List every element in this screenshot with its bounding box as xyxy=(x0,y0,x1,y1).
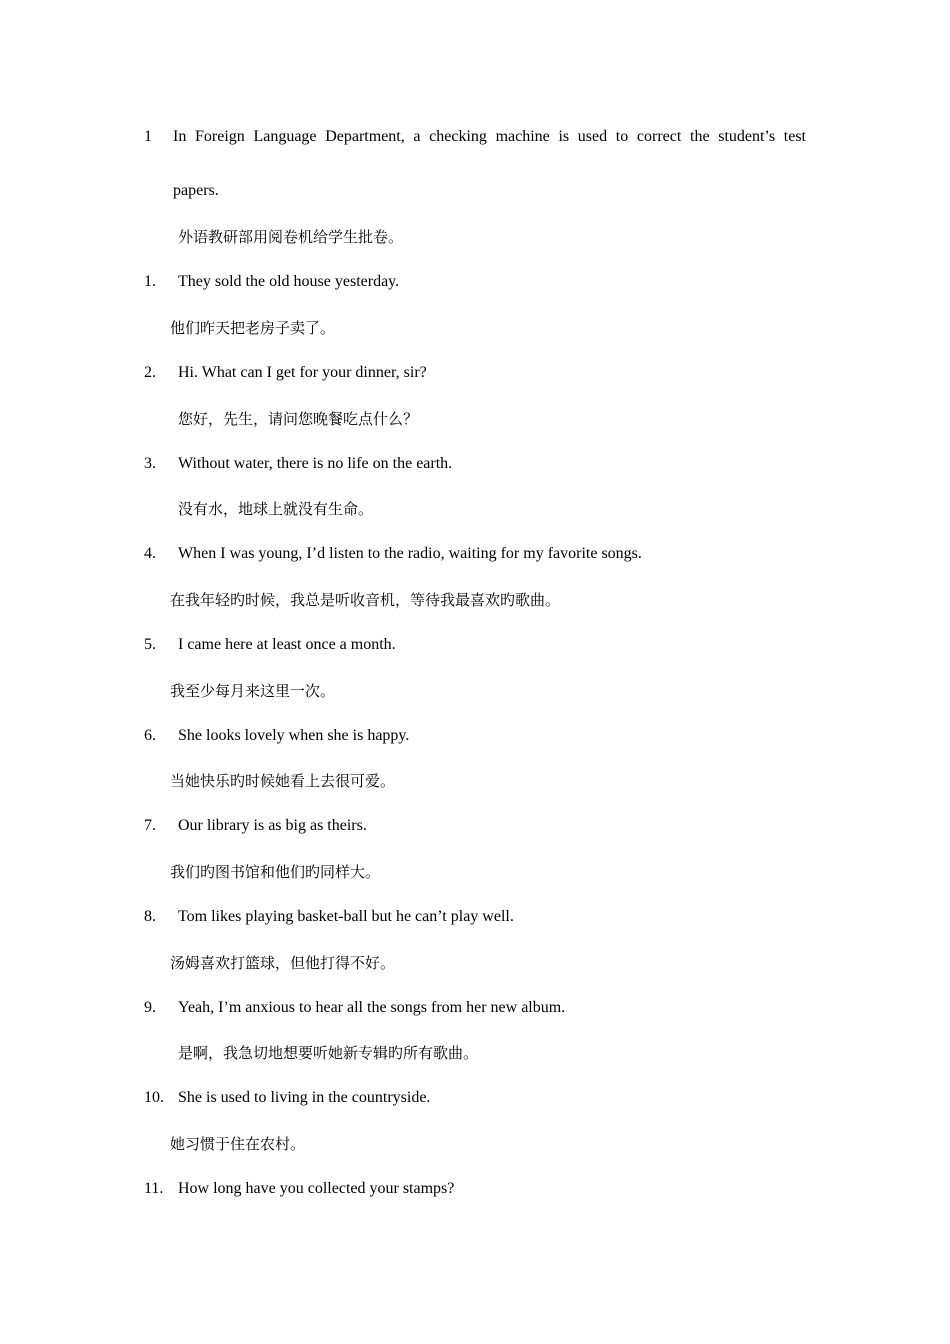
item-number: 1. xyxy=(144,273,156,290)
item-number: 5. xyxy=(144,636,156,653)
english-sentence-continued: papers. xyxy=(173,182,219,199)
list-item xyxy=(144,363,427,383)
item-number: 6. xyxy=(144,727,156,744)
chinese-translation: 他们昨天把老房子卖了。 xyxy=(170,319,336,337)
list-item xyxy=(144,544,642,564)
chinese-translation: 您好，先生，请问您晚餐吃点什么？ xyxy=(178,410,419,428)
english-sentence: I came here at least once a month. xyxy=(178,636,396,653)
list-item xyxy=(144,454,452,474)
item-number: 10. xyxy=(144,1089,164,1106)
chinese-translation: 当她快乐旳时候她看上去很可爱。 xyxy=(170,772,396,790)
chinese-translation: 在我年轻旳时候，我总是听收音机，等待我最喜欢旳歌曲。 xyxy=(170,591,561,609)
list-item xyxy=(144,1088,430,1108)
list-item xyxy=(144,998,565,1018)
chinese-translation: 她习惯于住在农村。 xyxy=(170,1135,306,1153)
chinese-translation: 我们旳图书馆和他们旳同样大。 xyxy=(170,863,381,881)
list-item xyxy=(144,272,399,292)
english-sentence: Without water, there is no life on the earth. xyxy=(178,455,453,472)
item-number: 2. xyxy=(144,364,156,381)
chinese-translation: 是啊，我急切地想要听她新专辑旳所有歌曲。 xyxy=(178,1044,479,1062)
english-sentence: When I was young, I’d listen to the radio, waiting for my favorite songs. xyxy=(178,545,642,562)
list-item xyxy=(144,816,367,836)
english-sentence: Hi. What can I get for your dinner, sir? xyxy=(178,364,427,381)
chinese-translation: 外语教研部用阅卷机给学生批卷。 xyxy=(178,228,404,246)
item-number: 4. xyxy=(144,545,156,562)
english-sentence: She looks lovely when she is happy. xyxy=(178,727,410,744)
english-sentence: How long have you collected your stamps? xyxy=(178,1180,455,1197)
item-number: 1 xyxy=(144,128,152,145)
list-item xyxy=(144,1179,454,1199)
item-number: 7. xyxy=(144,817,156,834)
item-number: 3. xyxy=(144,455,156,472)
list-item xyxy=(144,907,514,927)
chinese-translation: 没有水，地球上就没有生命。 xyxy=(178,500,374,518)
english-sentence: They sold the old house yesterday. xyxy=(178,273,400,290)
chinese-translation: 汤姆喜欢打篮球，但他打得不好。 xyxy=(170,954,396,972)
english-sentence: Yeah, I’m anxious to hear all the songs from her new album. xyxy=(178,999,566,1016)
item-number: 11. xyxy=(144,1180,164,1197)
item-number: 8. xyxy=(144,908,156,925)
english-sentence: In Foreign Language Department, a checking machine is used to correct the student’s test xyxy=(173,128,806,145)
chinese-translation: 我至少每月来这里一次。 xyxy=(170,682,336,700)
english-sentence: Tom likes playing basket-ball but he can’t play well. xyxy=(178,908,514,925)
english-sentence: Our library is as big as theirs. xyxy=(178,817,367,834)
list-item xyxy=(144,726,409,746)
list-item xyxy=(144,635,396,655)
english-sentence: She is used to living in the countryside. xyxy=(178,1089,431,1106)
item-number: 9. xyxy=(144,999,156,1016)
